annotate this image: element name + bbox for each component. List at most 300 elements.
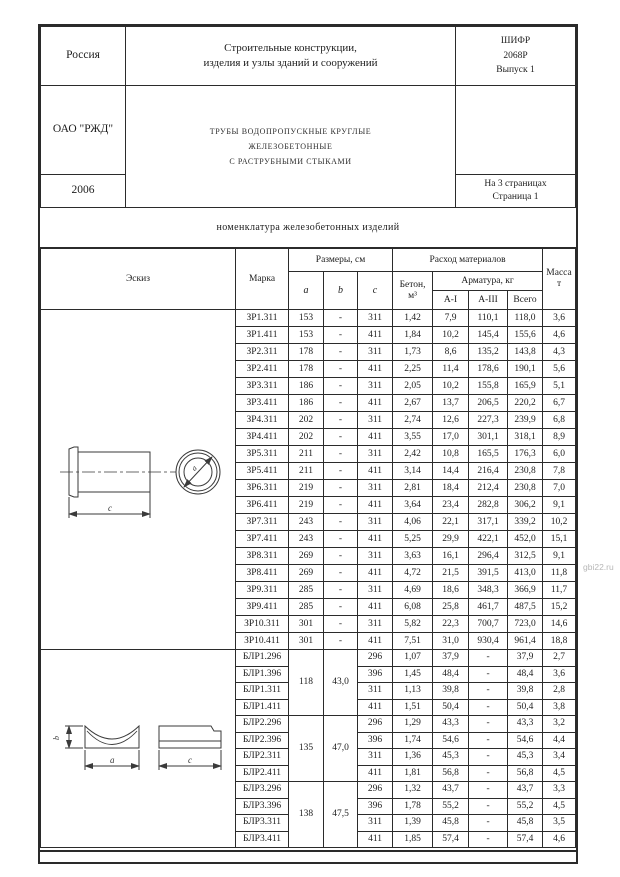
- dim-b-cell: 43,0: [324, 650, 358, 716]
- mass-label-line1: Масса: [546, 268, 572, 279]
- mark-cell: ЗР6.411: [236, 497, 289, 514]
- pages-line1: На 3 страницах: [484, 178, 547, 189]
- mark-cell: ЗР7.311: [236, 514, 289, 531]
- rebar-ai-cell: 14,4: [433, 463, 469, 480]
- concrete-cell: 2,05: [393, 378, 433, 395]
- concrete-cell: 6,08: [393, 599, 433, 616]
- dim-a-cell: 138: [289, 782, 324, 848]
- country-cell: [41, 27, 126, 86]
- col-header-sketch: Эскиз: [41, 249, 236, 310]
- dim-c-cell: 411: [358, 633, 393, 650]
- rebar-total-cell: 37,9: [508, 650, 543, 667]
- cipher-issue: Выпуск 1: [496, 65, 535, 76]
- mass-cell: 9,1: [543, 497, 576, 514]
- rebar-total-cell: 723,0: [508, 616, 543, 633]
- concrete-cell: 3,63: [393, 548, 433, 565]
- dim-a-cell: 243: [289, 531, 324, 548]
- cipher-code: 2068Р: [503, 50, 528, 61]
- rebar-aiii-cell: 930,4: [469, 633, 508, 650]
- rebar-aiii-cell: -: [469, 815, 508, 832]
- nomenclature-table: [40, 248, 576, 848]
- rebar-ai-cell: 43,3: [433, 716, 469, 733]
- mark-cell: БЛР3.311: [236, 815, 289, 832]
- rebar-total-cell: 56,8: [508, 765, 543, 782]
- concrete-cell: 4,72: [393, 565, 433, 582]
- dim-c-cell: 411: [358, 327, 393, 344]
- dim-b-cell: 47,0: [324, 716, 358, 782]
- mark-cell: ЗР5.311: [236, 446, 289, 463]
- dim-c-cell: 311: [358, 815, 393, 832]
- dim-a-cell: 153: [289, 327, 324, 344]
- dim-a-cell: 186: [289, 395, 324, 412]
- rebar-aiii-cell: -: [469, 716, 508, 733]
- col-header-aiii: А-III: [469, 291, 508, 310]
- dim-a-cell: 243: [289, 514, 324, 531]
- concrete-cell: 1,07: [393, 650, 433, 667]
- mass-cell: 11,7: [543, 582, 576, 599]
- dim-c-cell: 411: [358, 429, 393, 446]
- dim-a-cell: 118: [289, 650, 324, 716]
- cipher-cell: [456, 27, 576, 86]
- concrete-label-line2: м³: [408, 290, 417, 301]
- dim-b-cell: -: [324, 412, 358, 429]
- dim-c-cell: 411: [358, 599, 393, 616]
- rebar-total-cell: 54,6: [508, 732, 543, 749]
- mass-cell: 6,7: [543, 395, 576, 412]
- mark-cell: БЛР2.311: [236, 749, 289, 766]
- dim-a-cell: 301: [289, 633, 324, 650]
- mark-cell: ЗР4.311: [236, 412, 289, 429]
- mass-cell: 10,2: [543, 514, 576, 531]
- concrete-cell: 1,51: [393, 699, 433, 716]
- rebar-ai-cell: 17,0: [433, 429, 469, 446]
- rebar-aiii-cell: 110,1: [469, 310, 508, 327]
- dim-c-cell: 411: [358, 463, 393, 480]
- dim-c-cell: 311: [358, 548, 393, 565]
- dim-c-cell: 311: [358, 480, 393, 497]
- dim-c-cell: 411: [358, 497, 393, 514]
- rebar-aiii-cell: -: [469, 831, 508, 848]
- dim-c-cell: 411: [358, 831, 393, 848]
- dim-b-cell: -: [324, 480, 358, 497]
- concrete-cell: 5,82: [393, 616, 433, 633]
- dim-b-cell: -: [324, 497, 358, 514]
- rebar-ai-cell: 13,7: [433, 395, 469, 412]
- rebar-aiii-cell: 301,1: [469, 429, 508, 446]
- doc-title-line2: ЖЕЛЕЗОБЕТОННЫЕ: [248, 141, 333, 151]
- mark-cell: ЗР9.411: [236, 599, 289, 616]
- dim-c-cell: 311: [358, 344, 393, 361]
- rebar-ai-cell: 18,6: [433, 582, 469, 599]
- series-title-line1: Строительные конструкции,: [224, 42, 357, 55]
- dim-a-cell: 269: [289, 548, 324, 565]
- concrete-cell: 4,69: [393, 582, 433, 599]
- mark-cell: ЗР2.311: [236, 344, 289, 361]
- rebar-aiii-cell: 227,3: [469, 412, 508, 429]
- rebar-aiii-cell: 422,1: [469, 531, 508, 548]
- rebar-total-cell: 118,0: [508, 310, 543, 327]
- rebar-total-cell: 48,4: [508, 666, 543, 683]
- concrete-cell: 3,55: [393, 429, 433, 446]
- year-cell: [41, 175, 126, 208]
- rebar-total-cell: 961,4: [508, 633, 543, 650]
- mark-cell: БЛР2.296: [236, 716, 289, 733]
- dim-b-cell: -: [324, 378, 358, 395]
- dim-b-cell: 47,5: [324, 782, 358, 848]
- rebar-aiii-cell: 296,4: [469, 548, 508, 565]
- rebar-total-cell: 230,8: [508, 480, 543, 497]
- rebar-ai-cell: 48,4: [433, 666, 469, 683]
- rebar-total-cell: 339,2: [508, 514, 543, 531]
- dim-b-cell: -: [324, 531, 358, 548]
- mass-cell: 5,1: [543, 378, 576, 395]
- dim-c-cell: 311: [358, 378, 393, 395]
- dim-c-cell: 296: [358, 716, 393, 733]
- mass-cell: 2,7: [543, 650, 576, 667]
- mass-cell: 3,6: [543, 310, 576, 327]
- dim-c-cell: 296: [358, 650, 393, 667]
- rebar-ai-cell: 22,1: [433, 514, 469, 531]
- concrete-cell: 3,64: [393, 497, 433, 514]
- dim-b-cell: -: [324, 310, 358, 327]
- rebar-ai-cell: 56,8: [433, 765, 469, 782]
- mark-cell: БЛР1.396: [236, 666, 289, 683]
- organization-cell: [41, 86, 126, 175]
- mark-cell: ЗР9.311: [236, 582, 289, 599]
- dim-a-cell: 301: [289, 616, 324, 633]
- mass-cell: 3,5: [543, 815, 576, 832]
- rebar-ai-cell: 10,2: [433, 378, 469, 395]
- svg-text:c: c: [108, 502, 112, 513]
- rebar-total-cell: 413,0: [508, 565, 543, 582]
- col-header-mark: Марка: [236, 249, 289, 310]
- rebar-total-cell: 55,2: [508, 798, 543, 815]
- organization-label: ОАО "РЖД": [52, 123, 114, 136]
- mass-cell: 6,8: [543, 412, 576, 429]
- concrete-cell: 2,81: [393, 480, 433, 497]
- mark-cell: ЗР2.411: [236, 361, 289, 378]
- rebar-aiii-cell: 391,5: [469, 565, 508, 582]
- mass-cell: 3,2: [543, 716, 576, 733]
- mark-cell: БЛР3.411: [236, 831, 289, 848]
- rebar-ai-cell: 29,9: [433, 531, 469, 548]
- concrete-cell: 4,06: [393, 514, 433, 531]
- rebar-ai-cell: 37,9: [433, 650, 469, 667]
- rebar-ai-cell: 23,4: [433, 497, 469, 514]
- dim-b-cell: -: [324, 548, 358, 565]
- rebar-total-cell: 176,3: [508, 446, 543, 463]
- concrete-cell: 2,67: [393, 395, 433, 412]
- dim-c-cell: 396: [358, 666, 393, 683]
- mark-cell: ЗР10.311: [236, 616, 289, 633]
- concrete-cell: 5,25: [393, 531, 433, 548]
- mark-cell: ЗР6.311: [236, 480, 289, 497]
- country-label: Россия: [66, 49, 100, 62]
- col-header-mass: [543, 249, 576, 310]
- rebar-ai-cell: 8,6: [433, 344, 469, 361]
- mass-cell: 4,5: [543, 798, 576, 815]
- mass-cell: 4,6: [543, 831, 576, 848]
- mass-cell: 7,0: [543, 480, 576, 497]
- rebar-aiii-cell: -: [469, 699, 508, 716]
- page-frame: [38, 24, 578, 864]
- dim-c-cell: 311: [358, 683, 393, 700]
- mark-cell: ЗР3.411: [236, 395, 289, 412]
- rebar-total-cell: 366,9: [508, 582, 543, 599]
- rebar-ai-cell: 22,3: [433, 616, 469, 633]
- pages-line2: Страница 1: [492, 192, 539, 202]
- dim-b-cell: -: [324, 463, 358, 480]
- rebar-ai-cell: 39,8: [433, 683, 469, 700]
- rebar-aiii-cell: 178,6: [469, 361, 508, 378]
- dim-c-cell: 311: [358, 582, 393, 599]
- concrete-cell: 1,74: [393, 732, 433, 749]
- concrete-cell: 1,81: [393, 765, 433, 782]
- dim-b-cell: -: [324, 633, 358, 650]
- rebar-aiii-cell: -: [469, 798, 508, 815]
- rebar-ai-cell: 57,4: [433, 831, 469, 848]
- col-header-sizes: Размеры, см: [289, 249, 393, 272]
- dim-c-cell: 411: [358, 699, 393, 716]
- saddle-block-sketch-cell: [41, 650, 236, 848]
- mark-cell: БЛР2.411: [236, 765, 289, 782]
- rebar-total-cell: 306,2: [508, 497, 543, 514]
- col-header-rebar: Арматура, кг: [433, 272, 543, 291]
- mass-cell: 3,4: [543, 749, 576, 766]
- mass-cell: 15,1: [543, 531, 576, 548]
- section-title: номенклатура железобетонных изделий: [40, 208, 576, 248]
- series-title-line2: изделия и узлы зданий и сооружений: [203, 57, 378, 69]
- rebar-ai-cell: 7,9: [433, 310, 469, 327]
- mark-cell: БЛР1.411: [236, 699, 289, 716]
- concrete-cell: 1,84: [393, 327, 433, 344]
- dim-b-cell: -: [324, 599, 358, 616]
- rebar-aiii-cell: -: [469, 666, 508, 683]
- rebar-ai-cell: 25,8: [433, 599, 469, 616]
- concrete-cell: 2,25: [393, 361, 433, 378]
- mass-cell: 4,5: [543, 765, 576, 782]
- col-header-c: c: [358, 272, 393, 310]
- rebar-aiii-cell: -: [469, 749, 508, 766]
- mark-cell: ЗР3.311: [236, 378, 289, 395]
- dim-b-cell: -: [324, 616, 358, 633]
- dim-a-cell: 186: [289, 378, 324, 395]
- year-label: 2006: [71, 184, 95, 197]
- col-header-b: b: [324, 272, 358, 310]
- dim-c-cell: 311: [358, 514, 393, 531]
- mark-cell: ЗР4.411: [236, 429, 289, 446]
- rebar-ai-cell: 10,2: [433, 327, 469, 344]
- rebar-aiii-cell: 348,3: [469, 582, 508, 599]
- concrete-cell: 1,42: [393, 310, 433, 327]
- mark-cell: ЗР1.411: [236, 327, 289, 344]
- rebar-aiii-cell: 216,4: [469, 463, 508, 480]
- concrete-cell: 1,73: [393, 344, 433, 361]
- concrete-cell: 1,39: [393, 815, 433, 832]
- mass-cell: 3,3: [543, 782, 576, 799]
- mass-cell: 15,2: [543, 599, 576, 616]
- rebar-total-cell: 45,8: [508, 815, 543, 832]
- dim-a-cell: 178: [289, 361, 324, 378]
- dim-c-cell: 411: [358, 565, 393, 582]
- concrete-cell: 1,36: [393, 749, 433, 766]
- pipe-sketch-cell: [41, 310, 236, 650]
- concrete-cell: 7,51: [393, 633, 433, 650]
- dim-a-cell: 153: [289, 310, 324, 327]
- rebar-aiii-cell: -: [469, 782, 508, 799]
- dim-a-cell: 211: [289, 446, 324, 463]
- doc-title-line1: ТРУБЫ ВОДОПРОПУСКНЫЕ КРУГЛЫЕ: [209, 126, 372, 136]
- mass-cell: 14,6: [543, 616, 576, 633]
- svg-text:a: a: [110, 754, 115, 765]
- mark-cell: БЛР1.311: [236, 683, 289, 700]
- cipher-label: ШИФР: [500, 35, 531, 46]
- col-header-materials: Расход материалов: [393, 249, 543, 272]
- dim-a-cell: 219: [289, 480, 324, 497]
- concrete-cell: 1,45: [393, 666, 433, 683]
- dim-c-cell: 411: [358, 765, 393, 782]
- rebar-ai-cell: 16,1: [433, 548, 469, 565]
- rebar-ai-cell: 10,8: [433, 446, 469, 463]
- title-block: [40, 26, 576, 208]
- dim-b-cell: -: [324, 344, 358, 361]
- dim-c-cell: 396: [358, 798, 393, 815]
- rebar-total-cell: 57,4: [508, 831, 543, 848]
- saddle-block-sketch-drawing: [45, 708, 231, 786]
- concrete-cell: 1,78: [393, 798, 433, 815]
- rebar-total-cell: 143,8: [508, 344, 543, 361]
- doc-title-line3: С РАСТРУБНЫМИ СТЫКАМИ: [229, 157, 352, 167]
- rebar-total-cell: 487,5: [508, 599, 543, 616]
- mass-cell: 3,6: [543, 666, 576, 683]
- mass-cell: 11,8: [543, 565, 576, 582]
- rebar-total-cell: 220,2: [508, 395, 543, 412]
- watermark: gbi22.ru: [583, 562, 614, 572]
- dim-a-cell: 202: [289, 412, 324, 429]
- rebar-total-cell: 230,8: [508, 463, 543, 480]
- rebar-aiii-cell: 282,8: [469, 497, 508, 514]
- series-title-cell: [126, 27, 456, 86]
- rebar-total-cell: 312,5: [508, 548, 543, 565]
- rebar-total-cell: 452,0: [508, 531, 543, 548]
- dim-c-cell: 311: [358, 412, 393, 429]
- dim-a-cell: 285: [289, 599, 324, 616]
- dim-a-cell: 285: [289, 582, 324, 599]
- concrete-cell: 1,85: [393, 831, 433, 848]
- mark-cell: ЗР5.411: [236, 463, 289, 480]
- dim-b-cell: -: [324, 327, 358, 344]
- rebar-ai-cell: 55,2: [433, 798, 469, 815]
- mark-cell: БЛР2.396: [236, 732, 289, 749]
- rebar-total-cell: 45,3: [508, 749, 543, 766]
- dim-a-cell: 202: [289, 429, 324, 446]
- mass-cell: 7,8: [543, 463, 576, 480]
- mass-cell: 3,8: [543, 699, 576, 716]
- pipe-sketch-drawing: [48, 417, 228, 539]
- dim-c-cell: 311: [358, 616, 393, 633]
- concrete-cell: 2,42: [393, 446, 433, 463]
- mark-cell: БЛР1.296: [236, 650, 289, 667]
- rebar-ai-cell: 12,6: [433, 412, 469, 429]
- rebar-ai-cell: 45,3: [433, 749, 469, 766]
- dim-a-cell: 135: [289, 716, 324, 782]
- mass-cell: 4,4: [543, 732, 576, 749]
- mark-cell: ЗР8.411: [236, 565, 289, 582]
- rebar-aiii-cell: 212,4: [469, 480, 508, 497]
- svg-text:a: a: [189, 463, 199, 473]
- mark-cell: ЗР10.411: [236, 633, 289, 650]
- mass-cell: 8,9: [543, 429, 576, 446]
- rebar-ai-cell: 43,7: [433, 782, 469, 799]
- dim-c-cell: 311: [358, 749, 393, 766]
- mark-cell: БЛР3.396: [236, 798, 289, 815]
- rebar-ai-cell: 21,5: [433, 565, 469, 582]
- col-header-ai: А-I: [433, 291, 469, 310]
- dim-c-cell: 311: [358, 446, 393, 463]
- mass-cell: 5,6: [543, 361, 576, 378]
- dim-b-cell: -: [324, 361, 358, 378]
- rebar-ai-cell: 18,4: [433, 480, 469, 497]
- rebar-aiii-cell: -: [469, 650, 508, 667]
- mass-cell: 4,6: [543, 327, 576, 344]
- rebar-ai-cell: 11,4: [433, 361, 469, 378]
- rebar-ai-cell: 31,0: [433, 633, 469, 650]
- zr-table-row: [41, 310, 576, 327]
- mass-label-line2: т: [556, 279, 562, 289]
- footer-strip: [40, 850, 576, 862]
- col-header-total: Всего: [508, 291, 543, 310]
- rebar-aiii-cell: 206,5: [469, 395, 508, 412]
- rebar-total-cell: 239,9: [508, 412, 543, 429]
- rebar-total-cell: 43,7: [508, 782, 543, 799]
- rebar-aiii-cell: 165,5: [469, 446, 508, 463]
- mass-cell: 18,8: [543, 633, 576, 650]
- svg-text:b: b: [52, 735, 61, 740]
- concrete-cell: 3,14: [393, 463, 433, 480]
- rebar-aiii-cell: -: [469, 683, 508, 700]
- empty-stamp-cell: [456, 86, 576, 175]
- rebar-aiii-cell: -: [469, 765, 508, 782]
- concrete-label-line1: Бетон,: [399, 279, 426, 290]
- rebar-aiii-cell: 461,7: [469, 599, 508, 616]
- rebar-total-cell: 190,1: [508, 361, 543, 378]
- dim-c-cell: 311: [358, 310, 393, 327]
- concrete-cell: 1,13: [393, 683, 433, 700]
- rebar-total-cell: 39,8: [508, 683, 543, 700]
- dim-c-cell: 396: [358, 732, 393, 749]
- dim-c-cell: 411: [358, 531, 393, 548]
- col-header-a: a: [289, 272, 324, 310]
- rebar-aiii-cell: 700,7: [469, 616, 508, 633]
- rebar-aiii-cell: 135,2: [469, 344, 508, 361]
- rebar-ai-cell: 54,6: [433, 732, 469, 749]
- rebar-total-cell: 50,4: [508, 699, 543, 716]
- rebar-aiii-cell: 145,4: [469, 327, 508, 344]
- dim-a-cell: 178: [289, 344, 324, 361]
- rebar-total-cell: 165,9: [508, 378, 543, 395]
- rebar-total-cell: 318,1: [508, 429, 543, 446]
- dim-b-cell: -: [324, 582, 358, 599]
- mass-cell: 2,8: [543, 683, 576, 700]
- dim-a-cell: 269: [289, 565, 324, 582]
- dim-a-cell: 219: [289, 497, 324, 514]
- concrete-cell: 2,74: [393, 412, 433, 429]
- mark-cell: БЛР3.296: [236, 782, 289, 799]
- dim-b-cell: -: [324, 514, 358, 531]
- blr-table-row: [41, 650, 576, 667]
- dim-b-cell: -: [324, 395, 358, 412]
- rebar-total-cell: 43,3: [508, 716, 543, 733]
